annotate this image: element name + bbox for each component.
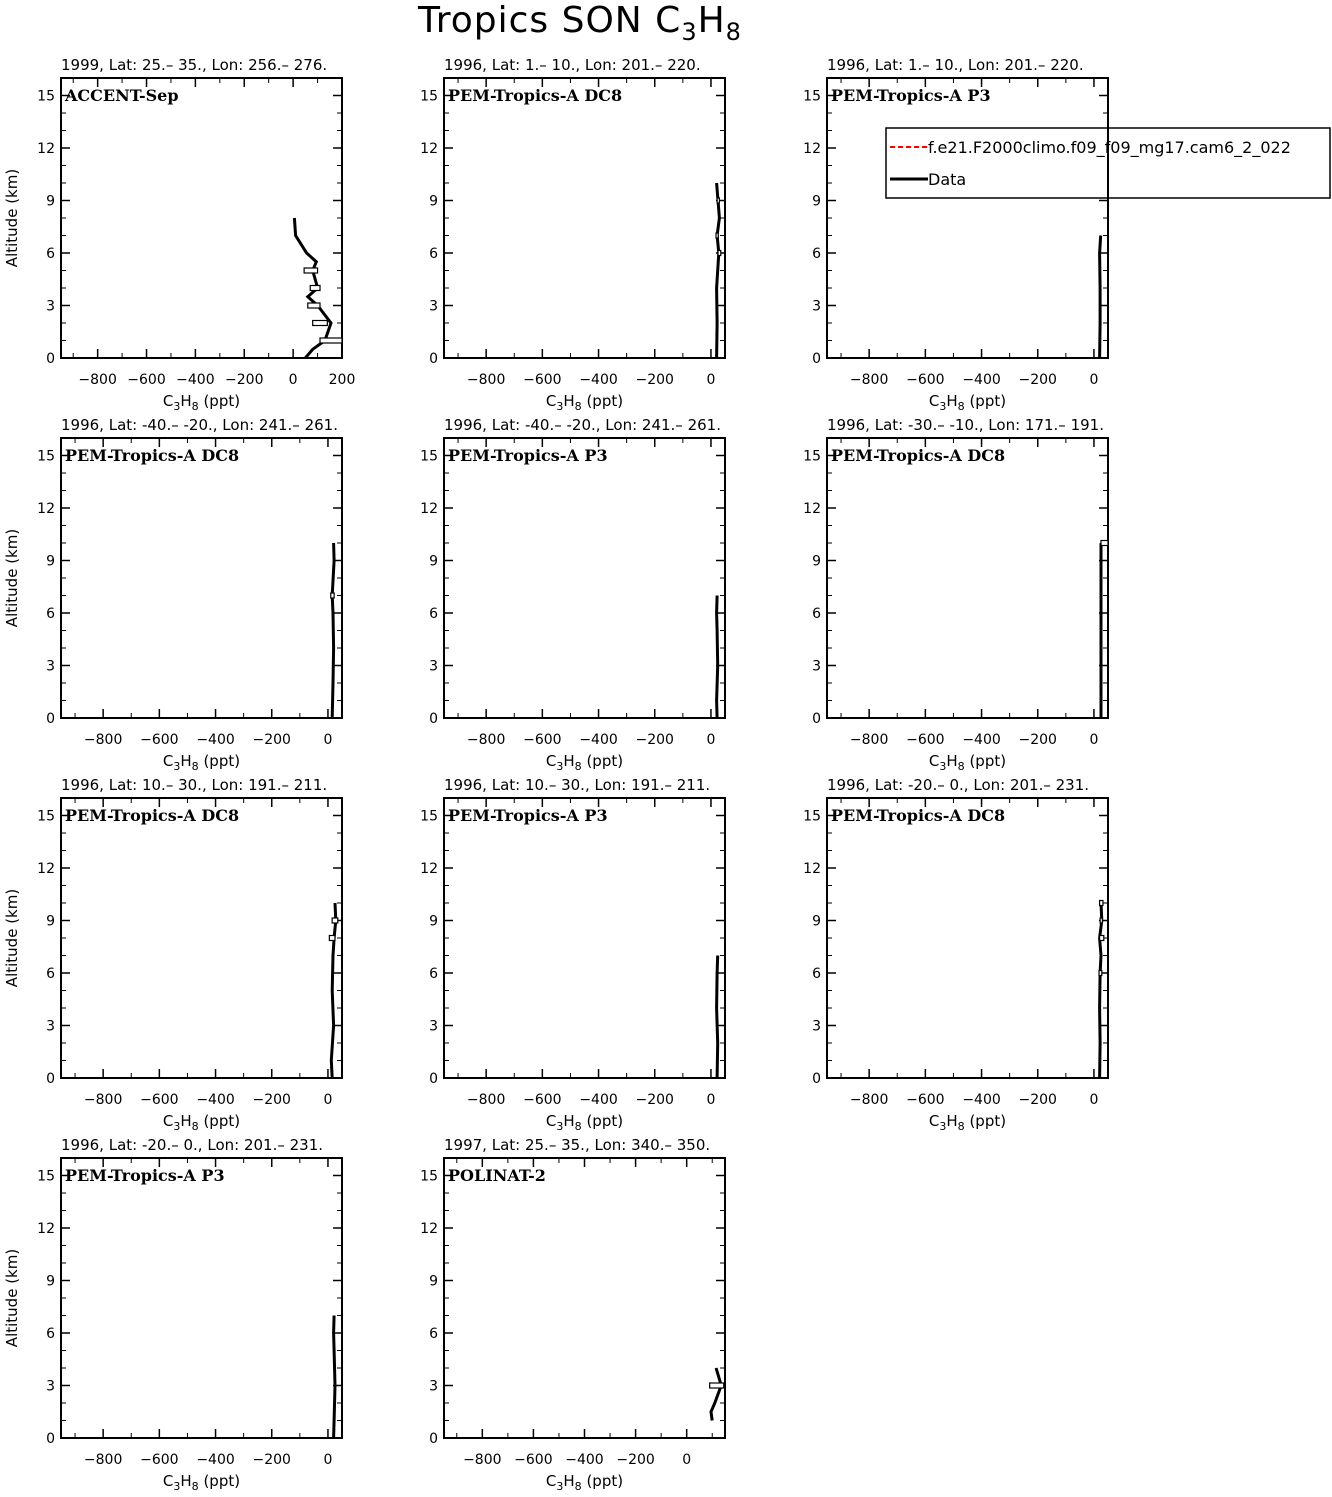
y-tick-label: 6 xyxy=(46,1326,55,1342)
data-profile-line xyxy=(711,1368,721,1421)
y-tick-label: 12 xyxy=(420,861,438,877)
legend-data-label: Data xyxy=(928,170,967,189)
x-tick-label: −800 xyxy=(78,372,117,388)
y-tick-label: 0 xyxy=(812,351,821,367)
x-tick-label: −200 xyxy=(1018,372,1057,388)
data-profile-line xyxy=(1100,903,1102,1078)
data-profile-line xyxy=(331,903,336,1078)
x-tick-label: −200 xyxy=(616,1452,655,1468)
y-tick-label: 0 xyxy=(46,1431,55,1447)
panel-6 xyxy=(803,416,1108,773)
y-tick-label: 6 xyxy=(46,246,55,262)
y-tick-label: 0 xyxy=(429,1071,438,1087)
x-axis-label: $C_3H_8$ (ppt) xyxy=(928,1112,1007,1133)
plot-frame xyxy=(61,438,342,718)
x-axis-label: $C_3H_8$ (ppt) xyxy=(928,752,1007,773)
x-tick-label: −400 xyxy=(962,372,1001,388)
y-axis-label: Altitude (km) xyxy=(3,1248,21,1348)
data-profile-line xyxy=(717,956,718,1079)
error-bar xyxy=(310,286,320,291)
x-tick-label: −200 xyxy=(252,1452,291,1468)
x-axis-label: $C_3H_8$ (ppt) xyxy=(545,392,624,413)
x-tick-label: −200 xyxy=(1018,1092,1057,1108)
y-tick-label: 3 xyxy=(812,658,821,675)
x-tick-label: −400 xyxy=(196,732,235,748)
x-tick-label: 0 xyxy=(323,1092,333,1108)
x-tick-label: −800 xyxy=(83,1092,123,1108)
y-tick-label: 6 xyxy=(429,246,438,262)
error-bar xyxy=(1100,936,1104,941)
x-tick-label: −400 xyxy=(196,1092,235,1108)
x-tick-label: 0 xyxy=(1089,1092,1099,1108)
x-tick-label: −600 xyxy=(140,732,179,748)
error-bar xyxy=(1100,918,1102,923)
x-tick-label: −200 xyxy=(1018,732,1057,748)
campaign-label: PEM-Tropics-A P3 xyxy=(448,806,608,825)
x-tick-label: 200 xyxy=(328,372,356,388)
y-tick-label: 9 xyxy=(429,1273,438,1290)
y-axis-label: Altitude (km) xyxy=(3,528,21,628)
x-axis-label: $C_3H_8$ (ppt) xyxy=(545,1112,624,1133)
x-tick-label: −800 xyxy=(83,1452,123,1468)
y-tick-label: 3 xyxy=(429,658,438,675)
legend-model-label: f.e21.F2000climo.f09_f09_mg17.cam6_2_022 xyxy=(928,138,1291,157)
y-tick-label: 6 xyxy=(46,966,55,982)
x-tick-label: 0 xyxy=(1089,732,1099,748)
y-tick-label: 12 xyxy=(803,501,821,517)
x-tick-label: −600 xyxy=(514,1452,553,1468)
panel-header: 1996, Lat: 10.– 30., Lon: 191.– 211. xyxy=(444,776,711,794)
error-bar xyxy=(308,303,320,308)
x-tick-label: −600 xyxy=(140,1092,179,1108)
campaign-label: PEM-Tropics-A DC8 xyxy=(831,806,1006,825)
panel-header: 1999, Lat: 25.– 35., Lon: 256.– 276. xyxy=(61,56,328,74)
error-bar xyxy=(710,1383,724,1388)
plot-frame xyxy=(61,798,342,1078)
panel-4 xyxy=(3,416,342,773)
panel-header: 1996, Lat: 1.– 10., Lon: 201.– 220. xyxy=(827,56,1084,74)
error-bar xyxy=(716,233,718,238)
y-tick-label: 15 xyxy=(37,1168,55,1185)
x-tick-label: −200 xyxy=(252,1092,291,1108)
panel-header: 1996, Lat: -40.– -20., Lon: 241.– 261. xyxy=(444,416,721,434)
x-tick-label: −600 xyxy=(906,732,945,748)
y-tick-label: 0 xyxy=(812,1071,821,1087)
y-tick-label: 6 xyxy=(429,606,438,622)
y-tick-label: 3 xyxy=(429,1018,438,1035)
error-bar xyxy=(313,321,328,326)
y-tick-label: 15 xyxy=(420,808,438,825)
x-tick-label: −400 xyxy=(565,1452,604,1468)
x-axis-label: $C_3H_8$ (ppt) xyxy=(545,1472,624,1493)
y-tick-label: 12 xyxy=(37,1221,55,1237)
y-tick-label: 0 xyxy=(429,351,438,367)
x-axis-label: $C_3H_8$ (ppt) xyxy=(928,392,1007,413)
x-axis-label: $C_3H_8$ (ppt) xyxy=(162,1112,241,1133)
panel-header: 1996, Lat: 1.– 10., Lon: 201.– 220. xyxy=(444,56,701,74)
y-tick-label: 15 xyxy=(420,1168,438,1185)
x-tick-label: −200 xyxy=(635,732,674,748)
y-tick-label: 15 xyxy=(803,88,821,105)
campaign-label: PEM-Tropics-A DC8 xyxy=(831,446,1006,465)
x-tick-label: −600 xyxy=(523,372,562,388)
x-tick-label: −800 xyxy=(466,372,506,388)
x-tick-label: 0 xyxy=(682,1452,692,1468)
error-bar xyxy=(1101,541,1108,546)
panel-header: 1997, Lat: 25.– 35., Lon: 340.– 350. xyxy=(444,1136,711,1154)
plot-frame xyxy=(444,1158,725,1438)
plot-frame xyxy=(61,78,342,358)
y-tick-label: 0 xyxy=(46,1071,55,1087)
error-bar xyxy=(717,198,719,203)
x-tick-label: −200 xyxy=(635,372,674,388)
y-tick-label: 3 xyxy=(429,1378,438,1395)
campaign-label: ACCENT-Sep xyxy=(65,86,179,105)
y-tick-label: 9 xyxy=(429,553,438,570)
panel-header: 1996, Lat: -30.– -10., Lon: 171.– 191. xyxy=(827,416,1104,434)
plot-frame xyxy=(444,798,725,1078)
y-tick-label: 0 xyxy=(46,711,55,727)
x-tick-label: −600 xyxy=(523,1092,562,1108)
panel-1 xyxy=(3,56,355,413)
y-tick-label: 9 xyxy=(46,193,55,210)
y-tick-label: 3 xyxy=(812,1018,821,1035)
y-tick-label: 0 xyxy=(46,351,55,367)
y-tick-label: 6 xyxy=(46,606,55,622)
y-axis-label: Altitude (km) xyxy=(3,888,21,988)
plot-frame xyxy=(827,78,1108,358)
y-tick-label: 12 xyxy=(37,861,55,877)
error-bar xyxy=(718,251,721,256)
panel-8 xyxy=(420,776,725,1133)
y-tick-label: 12 xyxy=(420,1221,438,1237)
data-profile-line xyxy=(717,183,720,358)
y-tick-label: 6 xyxy=(429,1326,438,1342)
y-tick-label: 12 xyxy=(803,861,821,877)
panel-11 xyxy=(420,1136,725,1493)
y-axis-label: Altitude (km) xyxy=(3,168,21,268)
error-bar xyxy=(1100,901,1103,906)
plot-frame xyxy=(444,438,725,718)
x-tick-label: −600 xyxy=(906,1092,945,1108)
x-tick-label: 0 xyxy=(706,1092,716,1108)
campaign-label: PEM-Tropics-A DC8 xyxy=(65,806,240,825)
x-tick-label: −400 xyxy=(579,1092,618,1108)
x-axis-label: $C_3H_8$ (ppt) xyxy=(545,752,624,773)
y-tick-label: 15 xyxy=(37,808,55,825)
campaign-label: PEM-Tropics-A DC8 xyxy=(65,446,240,465)
y-tick-label: 15 xyxy=(803,808,821,825)
x-tick-label: 0 xyxy=(706,372,716,388)
panel-header: 1996, Lat: -20.– 0., Lon: 201.– 231. xyxy=(827,776,1090,794)
error-bar xyxy=(320,338,342,343)
y-tick-label: 9 xyxy=(812,913,821,930)
y-tick-label: 9 xyxy=(46,1273,55,1290)
y-tick-label: 15 xyxy=(37,88,55,105)
x-tick-label: −400 xyxy=(579,732,618,748)
plot-frame xyxy=(61,1158,342,1438)
y-tick-label: 0 xyxy=(812,711,821,727)
error-bar xyxy=(329,936,335,941)
y-tick-label: 15 xyxy=(803,448,821,465)
error-bar xyxy=(332,918,338,923)
y-tick-label: 12 xyxy=(37,501,55,517)
y-tick-label: 12 xyxy=(803,141,821,157)
panel-header: 1996, Lat: -40.– -20., Lon: 241.– 261. xyxy=(61,416,338,434)
y-tick-label: 9 xyxy=(429,913,438,930)
panel-header: 1996, Lat: -20.– 0., Lon: 201.– 231. xyxy=(61,1136,324,1154)
y-tick-label: 15 xyxy=(420,448,438,465)
error-bar xyxy=(304,268,317,273)
error-bar xyxy=(1099,971,1102,976)
y-tick-label: 9 xyxy=(812,193,821,210)
campaign-label: PEM-Tropics-A P3 xyxy=(448,446,608,465)
x-tick-label: −200 xyxy=(225,372,264,388)
error-bar xyxy=(331,593,334,598)
data-profile-line xyxy=(334,1316,335,1439)
y-tick-label: 6 xyxy=(812,246,821,262)
x-tick-label: −400 xyxy=(962,732,1001,748)
x-tick-label: 0 xyxy=(323,732,333,748)
x-tick-label: −800 xyxy=(463,1452,502,1468)
y-tick-label: 6 xyxy=(812,606,821,622)
x-tick-label: −400 xyxy=(579,372,618,388)
campaign-label: PEM-Tropics-A P3 xyxy=(65,1166,225,1185)
x-tick-label: −200 xyxy=(252,732,291,748)
y-tick-label: 12 xyxy=(420,501,438,517)
y-tick-label: 0 xyxy=(429,1431,438,1447)
panel-7 xyxy=(3,776,342,1133)
y-tick-label: 3 xyxy=(46,1018,55,1035)
y-tick-label: 9 xyxy=(812,553,821,570)
x-tick-label: −600 xyxy=(140,1452,179,1468)
x-tick-label: −800 xyxy=(849,732,889,748)
data-profile-line xyxy=(717,596,718,719)
panel-3 xyxy=(803,56,1108,413)
x-tick-label: −400 xyxy=(176,372,215,388)
y-tick-label: 3 xyxy=(812,298,821,315)
x-axis-label: $C_3H_8$ (ppt) xyxy=(162,392,241,413)
plot-frame xyxy=(827,798,1108,1078)
y-tick-label: 3 xyxy=(429,298,438,315)
y-tick-label: 9 xyxy=(46,913,55,930)
y-tick-label: 6 xyxy=(429,966,438,982)
x-tick-label: −800 xyxy=(849,372,889,388)
y-tick-label: 3 xyxy=(46,298,55,315)
x-tick-label: −600 xyxy=(906,372,945,388)
x-tick-label: −400 xyxy=(196,1452,235,1468)
legend xyxy=(886,78,1330,358)
panel-9 xyxy=(803,776,1108,1133)
y-tick-label: 15 xyxy=(37,448,55,465)
panel-2 xyxy=(420,56,725,413)
y-tick-label: 6 xyxy=(812,966,821,982)
x-tick-label: −800 xyxy=(466,732,506,748)
y-tick-label: 12 xyxy=(37,141,55,157)
x-tick-label: −400 xyxy=(962,1092,1001,1108)
campaign-label: POLINAT-2 xyxy=(448,1166,546,1185)
data-profile-line xyxy=(1100,236,1101,359)
y-tick-label: 9 xyxy=(46,553,55,570)
x-tick-label: −200 xyxy=(635,1092,674,1108)
y-tick-label: 3 xyxy=(46,658,55,675)
x-axis-label: $C_3H_8$ (ppt) xyxy=(162,1472,241,1493)
y-tick-label: 9 xyxy=(429,193,438,210)
x-axis-label: $C_3H_8$ (ppt) xyxy=(162,752,241,773)
y-tick-label: 3 xyxy=(46,1378,55,1395)
y-tick-label: 15 xyxy=(420,88,438,105)
x-tick-label: −800 xyxy=(83,732,123,748)
plot-frame xyxy=(827,438,1108,718)
x-tick-label: −600 xyxy=(523,732,562,748)
x-tick-label: 0 xyxy=(323,1452,333,1468)
x-tick-label: −600 xyxy=(127,372,166,388)
y-tick-label: 12 xyxy=(420,141,438,157)
panel-10 xyxy=(3,1136,342,1493)
panel-5 xyxy=(420,416,725,773)
plot-frame xyxy=(444,78,725,358)
panel-header: 1996, Lat: 10.– 30., Lon: 191.– 211. xyxy=(61,776,328,794)
figure-title: Tropics SON $C_3H_8$ xyxy=(418,0,742,47)
x-tick-label: 0 xyxy=(706,732,716,748)
x-tick-label: 0 xyxy=(1089,372,1099,388)
x-tick-label: −800 xyxy=(849,1092,889,1108)
campaign-label: PEM-Tropics-A P3 xyxy=(831,86,991,105)
y-tick-label: 0 xyxy=(429,711,438,727)
x-tick-label: −800 xyxy=(466,1092,506,1108)
campaign-label: PEM-Tropics-A DC8 xyxy=(448,86,623,105)
data-profile-line xyxy=(332,543,334,718)
x-tick-label: 0 xyxy=(288,372,298,388)
